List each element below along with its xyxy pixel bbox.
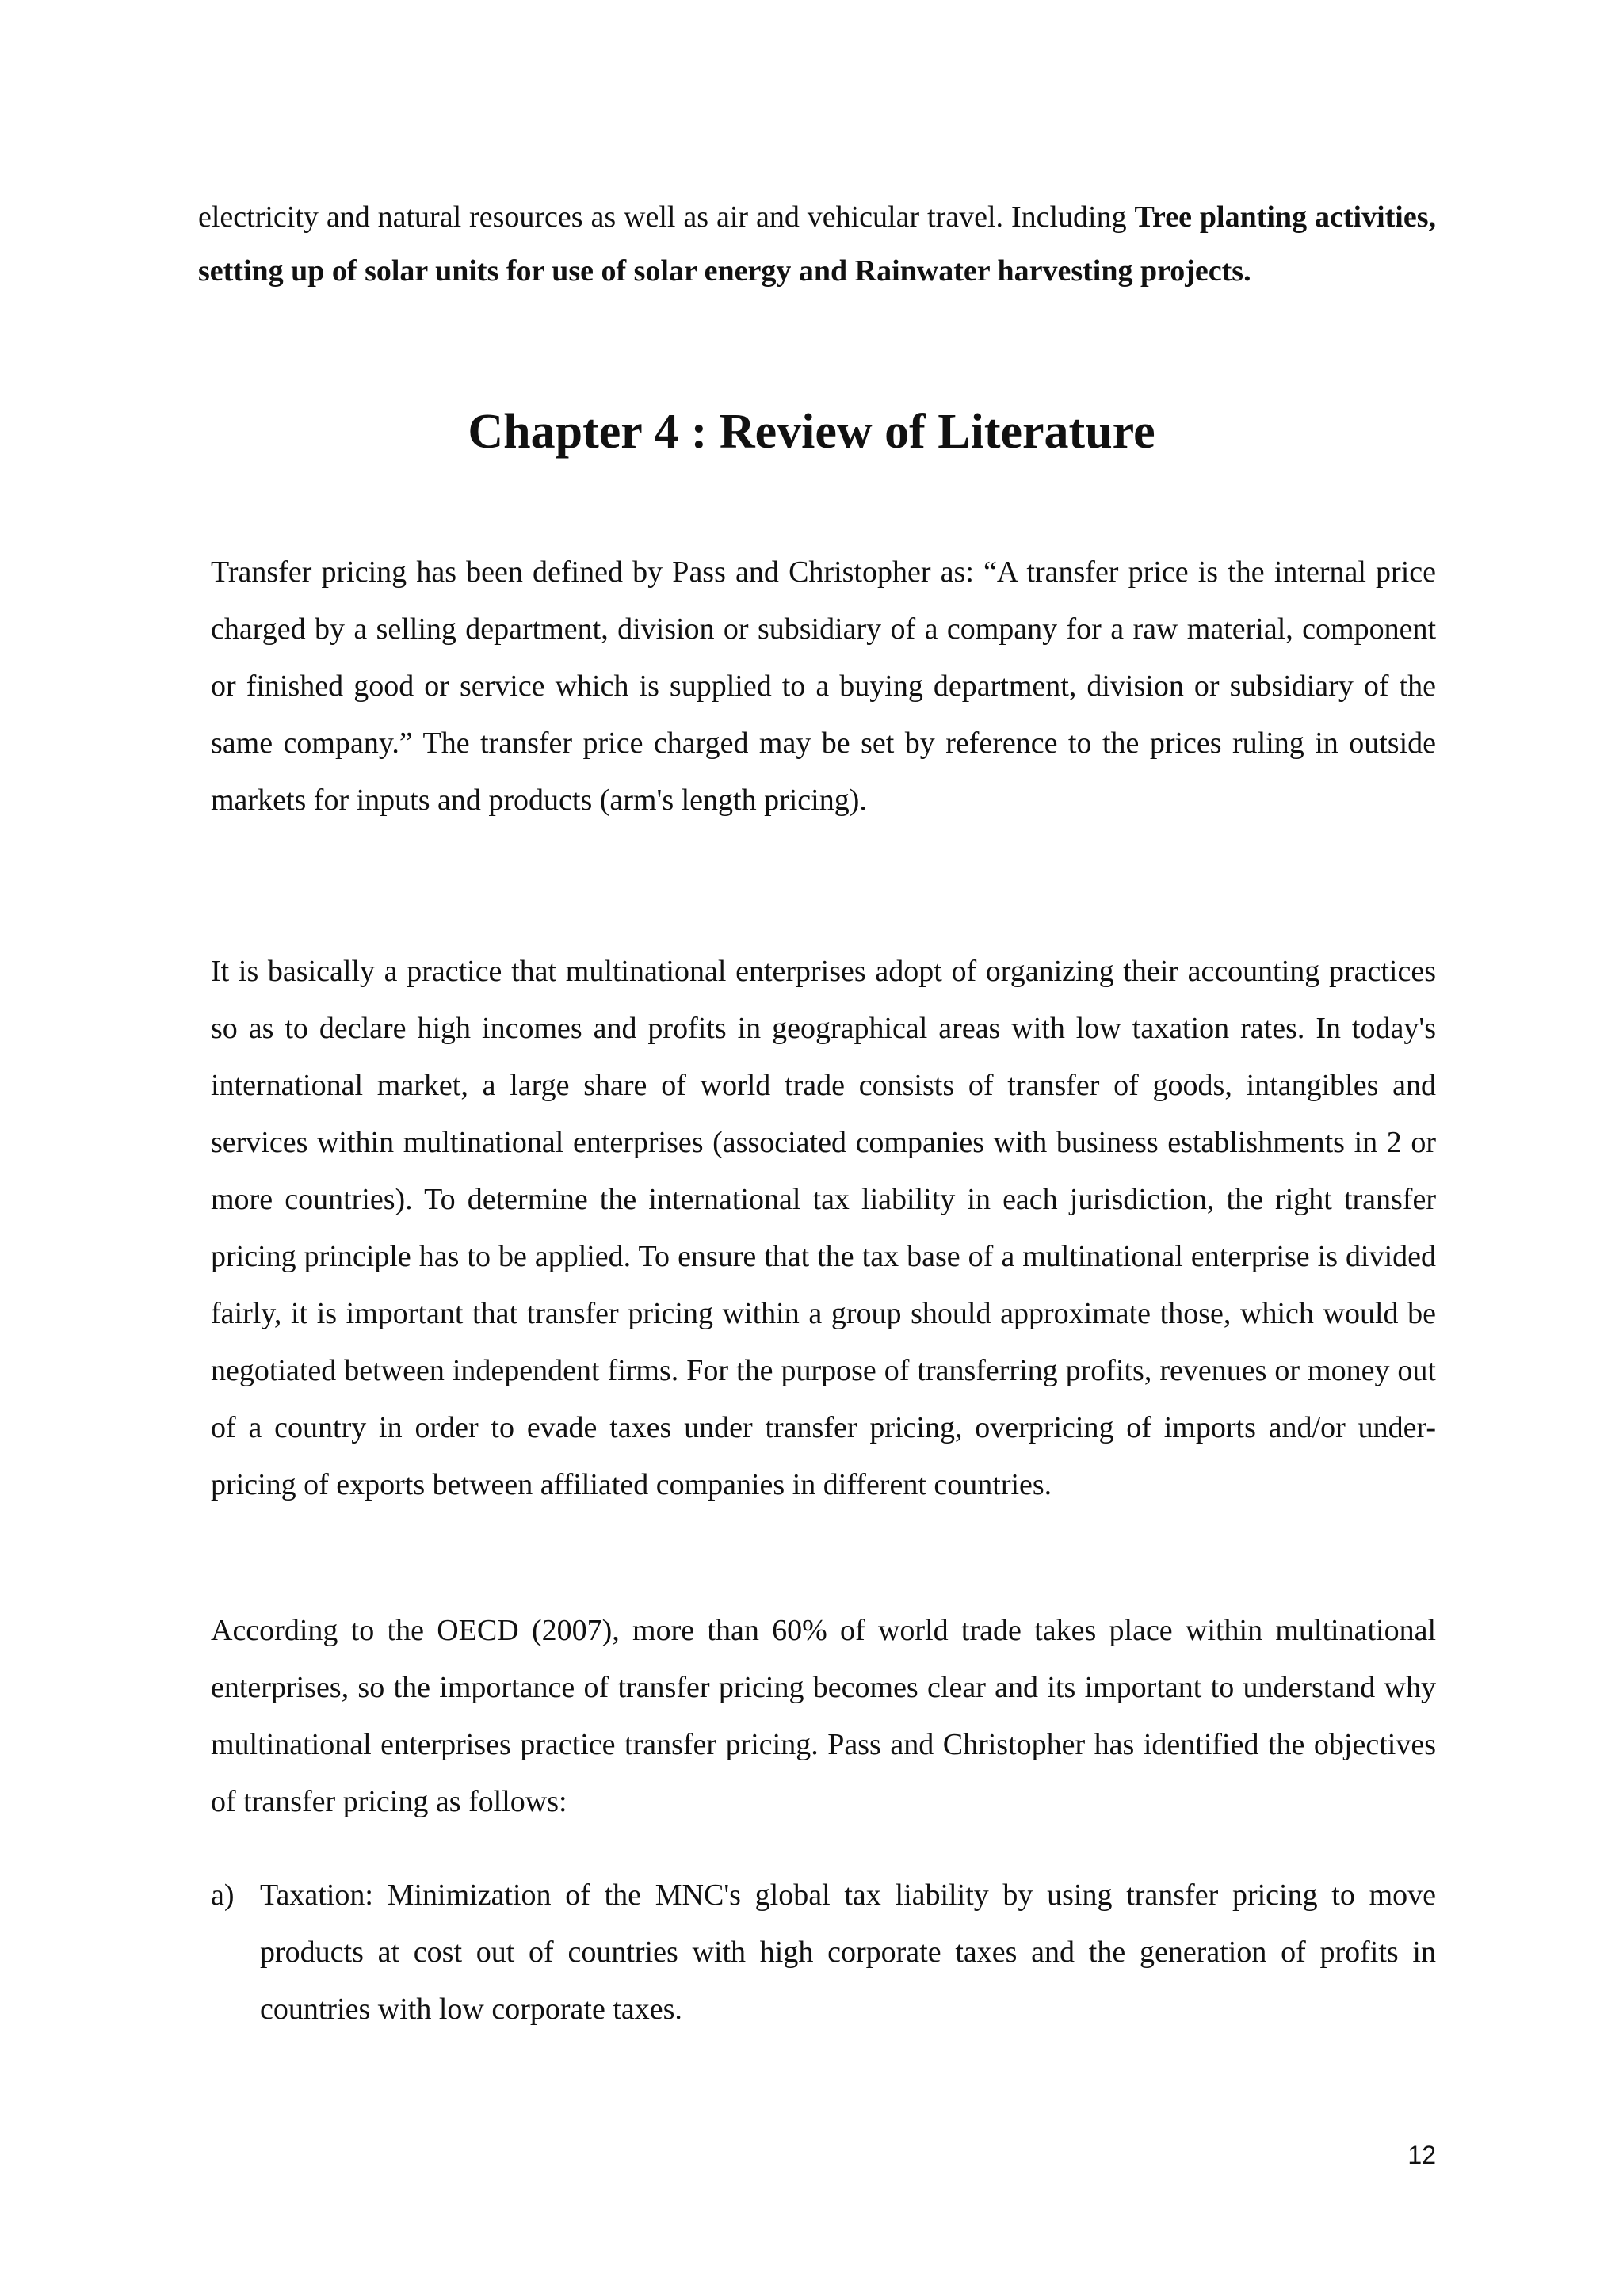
list-marker: a) bbox=[211, 1878, 235, 1912]
paragraph-oecd: According to the OECD (2007), more than 60% of world trade takes place within multinational enterprises, so the importance of transfer pricing becomes clear and its important to understand why multinational enterprises practice transfer pricing. Pass and Christopher has identified the objectives of transfer pricing as follows: bbox=[211, 1614, 1436, 1818]
list-item bbox=[211, 1867, 1436, 2038]
intro-text: electricity and natural resources as well as air and vehicular travel. Including bbox=[198, 200, 1135, 234]
page-number: 12 bbox=[1407, 2141, 1436, 2169]
chapter-title: Chapter 4 : Review of Literature bbox=[468, 405, 1155, 459]
paragraph-multinational-practice: It is basically a practice that multinational enterprises adopt of organizing their accounting practices so as to declare high incomes and profits in geographical areas with low taxation rates. In today's international market, a large share of world trade consists of transfer of goods, intangibles and services within multinational enterprises (associated companies with business establishments in 2 or more countries). To determine the international tax liability in each jurisdiction, the right transfer pricing principle has to be applied. To ensure that the tax base of a multinational enterprise is divided fairly, it is important that transfer pricing within a group should approximate those, which would be negotiated between independent firms. For the purpose of transferring profits, revenues or money out of a country in order to evade taxes under transfer pricing, overpricing of imports and/or under-pricing of exports between affiliated companies in different countries. bbox=[211, 955, 1436, 1501]
list-item-text: Taxation: Minimization of the MNC's global tax liability by using transfer pricing to move products at cost out of countries with high corporate taxes and the generation of profits in countries with low corporate taxes. bbox=[260, 1878, 1436, 2026]
objectives-list bbox=[211, 1867, 1436, 2038]
paragraph-transfer-pricing-definition: Transfer pricing has been defined by Pass and Christopher as: “A transfer price is the internal price charged by a selling department, division or subsidiary of a company for a raw material, component or finished good or service which is supplied to a buying department, division or subsidiary of the same company.” The transfer price charged may be set by reference to the prices ruling in outside markets for inputs and products (arm's length pricing). bbox=[211, 555, 1436, 817]
intro-paragraph bbox=[198, 190, 1436, 298]
intro-bold-text: Tree planting activities, setting up of solar units for use of solar energy and Rainwater harvesting projects. bbox=[198, 200, 1436, 288]
